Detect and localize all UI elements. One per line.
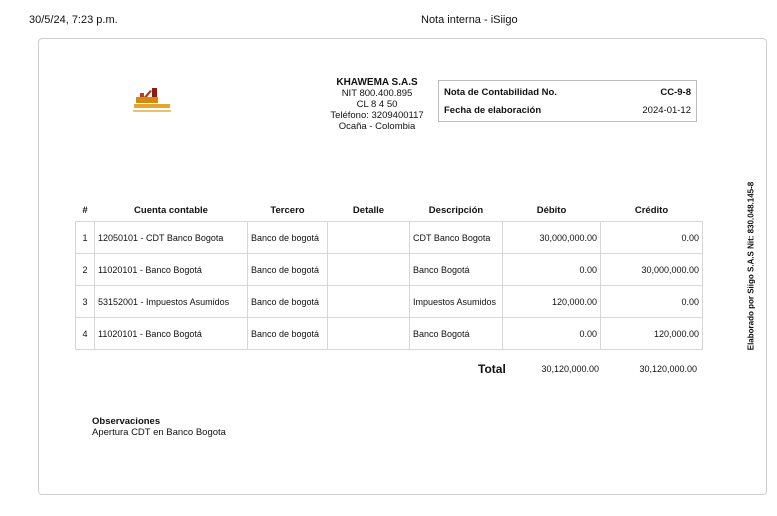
row-index: 4 [76, 318, 95, 350]
debit-cell: 30,000,000.00 [503, 222, 601, 254]
row-index: 2 [76, 254, 95, 286]
column-header: Tercero [270, 204, 305, 216]
total-credit: 30,120,000.00 [639, 364, 697, 374]
note-date-row [444, 104, 691, 118]
debit-cell: 0.00 [503, 318, 601, 350]
description-cell: Impuestos Asumidos [410, 286, 503, 318]
browser-datetime: 30/5/24, 7:23 p.m. [29, 14, 118, 26]
column-header: Detalle [352, 204, 385, 216]
page-title: Nota interna - iSiigo [421, 14, 518, 26]
note-info-box [438, 80, 697, 122]
table-row [76, 318, 703, 350]
credit-cell: 0.00 [601, 222, 703, 254]
account-cell: 11020101 - Banco Bogotá [95, 254, 248, 286]
account-cell: 11020101 - Banco Bogotá [95, 318, 248, 350]
table-header-row [76, 199, 703, 222]
column-header: # [82, 204, 88, 216]
table-row [76, 222, 703, 254]
generated-by-text: Elaborado por Siigo S.A.S Nit: 830.048.145-8 [746, 181, 756, 351]
total-label: Total [478, 362, 506, 376]
account-cell: 53152001 - Impuestos Asumidos [95, 286, 248, 318]
column-header: Crédito [634, 204, 669, 216]
row-index: 3 [76, 286, 95, 318]
total-debit: 30,120,000.00 [541, 364, 599, 374]
column-header: Descripción [428, 204, 484, 216]
note-number-value: CC-9-8 [660, 87, 691, 98]
credit-cell: 30,000,000.00 [601, 254, 703, 286]
credit-cell: 120,000.00 [601, 318, 703, 350]
note-date-value: 2024-01-12 [642, 105, 691, 116]
observations-text: Apertura CDT en Banco Bogota [92, 427, 226, 438]
account-cell: 12050101 - CDT Banco Bogota [95, 222, 248, 254]
credit-cell: 0.00 [601, 286, 703, 318]
table-row [76, 286, 703, 318]
detail-cell [328, 254, 410, 286]
company-nit: NIT 800.400.895 [341, 88, 413, 99]
note-date-label: Fecha de elaboración [444, 105, 542, 116]
note-number-label: Nota de Contabilidad No. [444, 87, 557, 98]
company-phone: Teléfono: 3209400117 [330, 110, 424, 121]
company-name: KHAWEMA S.A.S [336, 77, 418, 88]
company-info [320, 77, 434, 132]
third-party-cell: Banco de bogotá [248, 254, 328, 286]
description-cell: Banco Bogotá [410, 254, 503, 286]
company-address: CL 8 4 50 [356, 99, 398, 110]
table-row [76, 254, 703, 286]
accounting-table [75, 199, 703, 350]
third-party-cell: Banco de bogotá [248, 286, 328, 318]
description-cell: CDT Banco Bogota [410, 222, 503, 254]
debit-cell: 0.00 [503, 254, 601, 286]
observations-title: Observaciones [92, 416, 161, 427]
column-header: Cuenta contable [134, 204, 208, 216]
row-index: 1 [76, 222, 95, 254]
debit-cell: 120,000.00 [503, 286, 601, 318]
detail-cell [328, 222, 410, 254]
third-party-cell: Banco de bogotá [248, 222, 328, 254]
detail-cell [328, 286, 410, 318]
company-city: Ocaña - Colombia [338, 121, 416, 132]
note-number-row [444, 86, 691, 100]
third-party-cell: Banco de bogotá [248, 318, 328, 350]
column-header: Débito [536, 204, 567, 216]
detail-cell [328, 318, 410, 350]
company-logo [128, 85, 176, 117]
description-cell: Banco Bogotá [410, 318, 503, 350]
